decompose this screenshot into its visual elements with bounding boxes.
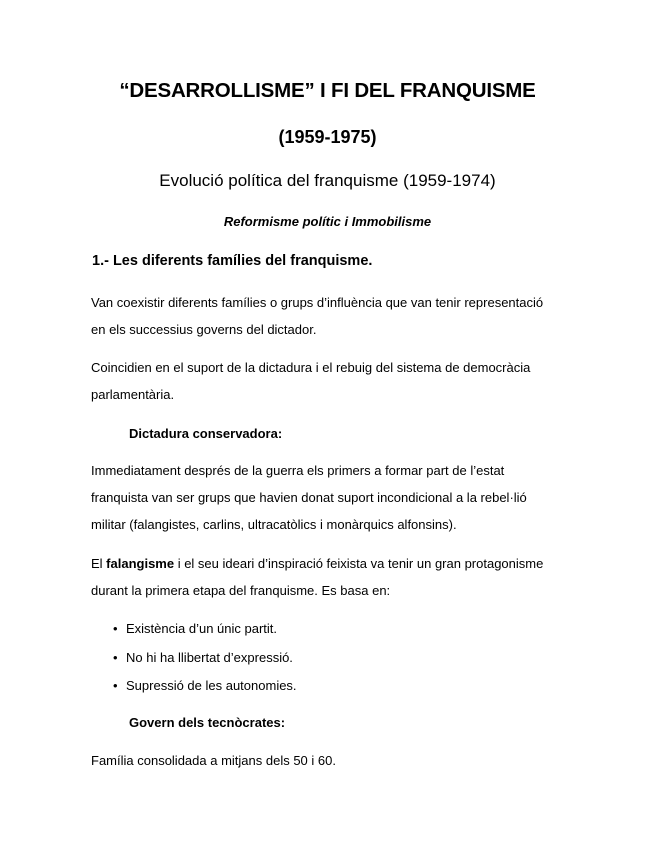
bullet-icon: •	[113, 650, 118, 665]
paragraph-1-line-1: Van coexistir diferents famílies o grups d’influència que van tenir representació	[91, 295, 544, 310]
paragraph-4-line-2: durant la primera etapa del franquisme. Es basa en:	[91, 583, 391, 598]
paragraph-4-prefix: El	[91, 556, 107, 571]
paragraph-4-bold-term: falangisme	[106, 556, 175, 571]
document-subtitle: Evolució política del franquisme (1959-1974)	[159, 171, 496, 190]
section-heading-1: 1.- Les diferents famílies del franquisme.	[92, 253, 373, 269]
list-item-text: Existència d’un únic partit.	[126, 621, 278, 636]
paragraph-3-line-3: militar (falangistes, carlins, ultracatòlics i monàrquics alfonsins).	[91, 517, 457, 532]
document-topic: Reformisme polític i Immobilisme	[223, 214, 432, 229]
subheading-govern-tecnocrates: Govern dels tecnòcrates:	[129, 715, 286, 730]
paragraph-5-line-1: Família consolidada a mitjans dels 50 i 60.	[91, 753, 336, 768]
list-item	[113, 621, 277, 636]
bullet-icon: •	[113, 621, 118, 636]
document-title: “DESARROLLISME” I FI DEL FRANQUISME	[119, 79, 536, 102]
paragraph-2-line-1: Coincidien en el suport de la dictadura i el rebuig del sistema de democràcia	[91, 360, 531, 375]
paragraph-3-line-2: franquista van ser grups que havien donat suport incondicional a la rebel·lió	[91, 490, 527, 505]
list-item	[113, 650, 293, 665]
list-item-text: Supressió de les autonomies.	[126, 678, 297, 693]
paragraph-4-suffix: i el seu ideari d’inspiració feixista va tenir un gran protagonisme	[174, 556, 544, 571]
document-years: (1959-1975)	[278, 127, 377, 147]
paragraph-3-line-1: Immediatament després de la guerra els primers a formar part de l’estat	[91, 463, 505, 478]
paragraph-4-line-1	[91, 556, 543, 571]
paragraph-2-line-2: parlamentària.	[91, 387, 175, 402]
paragraph-1-line-2: en els successius governs del dictador.	[91, 322, 317, 337]
bullet-icon: •	[113, 678, 118, 693]
list-item-text: No hi ha llibertat d’expressió.	[126, 650, 293, 665]
list-item	[113, 678, 297, 693]
subheading-dictadura-conservadora: Dictadura conservadora:	[129, 426, 283, 441]
